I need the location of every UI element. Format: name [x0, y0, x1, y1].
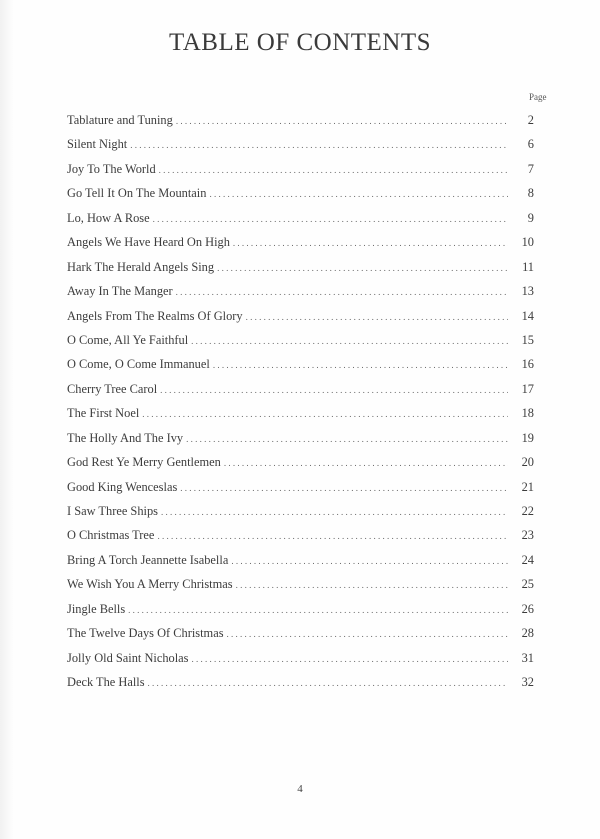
dot-leader	[246, 312, 508, 322]
toc-entry	[67, 406, 534, 430]
toc-entry-title: Cherry Tree Carol	[67, 381, 158, 396]
dot-leader	[161, 507, 508, 517]
toc-entry-page: 31	[521, 650, 534, 665]
toc-entry-page: 7	[527, 161, 534, 176]
toc-entry	[67, 137, 534, 161]
page-number: 4	[297, 783, 303, 795]
toc-entry-title: O Come, O Come Immanuel	[67, 357, 210, 372]
toc-entry	[67, 626, 534, 650]
dot-leader	[213, 360, 508, 370]
toc-entry-title: O Christmas Tree	[67, 528, 155, 543]
toc-entry-page: 9	[527, 210, 534, 225]
toc-entry-title: Hark The Herald Angels Sing	[67, 259, 215, 274]
toc-entry-page: 17	[521, 381, 534, 396]
toc-entry-page: 21	[521, 479, 534, 494]
toc-entry-page: 23	[521, 528, 534, 543]
toc-entry-page: 14	[521, 308, 534, 323]
toc-entry-page: 20	[521, 455, 534, 470]
toc-entry-page: 26	[521, 601, 534, 616]
toc-entry-page: 8	[527, 186, 534, 201]
table-of-contents	[67, 113, 534, 700]
toc-entry	[67, 186, 534, 210]
toc-entry-title: Joy To The World	[67, 161, 156, 176]
dot-leader	[217, 263, 508, 273]
toc-entry-title: Deck The Halls	[67, 675, 145, 690]
toc-entry-title: Angels We Have Heard On High	[67, 235, 230, 250]
toc-entry-title: Tablature and Tuning	[67, 113, 173, 127]
toc-entry-title: Jolly Old Saint Nicholas	[67, 650, 189, 665]
dot-leader	[142, 409, 508, 419]
dot-leader	[224, 458, 508, 468]
toc-entry-title: The Twelve Days Of Christmas	[67, 626, 224, 641]
toc-entry	[67, 333, 534, 357]
toc-entry-page: 22	[521, 504, 534, 518]
toc-entry	[67, 113, 534, 137]
toc-entry-page: 25	[521, 577, 534, 592]
dot-leader	[153, 214, 508, 224]
dot-leader	[209, 189, 508, 199]
toc-entry	[67, 235, 534, 259]
toc-entry	[67, 162, 534, 186]
toc-entry-page: 6	[527, 137, 534, 152]
toc-entry-page: 24	[521, 552, 534, 567]
toc-entry-title: The First Noel	[67, 406, 140, 421]
toc-entry	[67, 431, 534, 455]
dot-leader	[176, 287, 508, 297]
toc-entry-title: Silent Night	[67, 137, 128, 152]
toc-entry	[67, 480, 534, 504]
page-column-header: Page	[529, 92, 547, 102]
page-title: TABLE OF CONTENTS	[168, 29, 432, 56]
toc-entry	[67, 504, 534, 528]
toc-entry-page: 2	[527, 113, 534, 127]
dot-leader	[192, 654, 509, 664]
dot-leader	[160, 385, 508, 395]
toc-entry-title: We Wish You A Merry Christmas	[67, 577, 233, 592]
toc-entry-title: Bring A Torch Jeannette Isabella	[67, 552, 229, 567]
toc-entry	[67, 211, 534, 235]
toc-entry-page: 32	[521, 675, 534, 690]
toc-entry	[67, 309, 534, 333]
toc-entry	[67, 382, 534, 406]
toc-entry-page: 15	[521, 332, 534, 347]
dot-leader	[231, 556, 508, 566]
toc-entry-title: Away In The Manger	[67, 284, 173, 299]
toc-entry	[67, 284, 534, 308]
dot-leader	[130, 140, 508, 150]
toc-entry-page: 10	[521, 235, 534, 250]
toc-entry-title: Good King Wenceslas	[67, 479, 178, 494]
toc-entry-page: 18	[521, 406, 534, 421]
page-edge-shadow	[0, 0, 14, 839]
toc-entry-page: 19	[521, 430, 534, 445]
toc-entry-page: 11	[522, 259, 534, 274]
toc-entry	[67, 577, 534, 601]
dot-leader	[227, 629, 508, 639]
dot-leader	[236, 580, 508, 590]
toc-entry-title: Lo, How A Rose	[67, 210, 150, 225]
dot-leader	[233, 238, 508, 248]
dot-leader	[186, 434, 508, 444]
toc-entry	[67, 260, 534, 284]
toc-entry-title: O Come, All Ye Faithful	[67, 332, 189, 347]
dot-leader	[191, 336, 508, 346]
toc-entry-page: 13	[521, 284, 534, 299]
dot-leader	[128, 605, 508, 615]
toc-entry	[67, 357, 534, 381]
toc-entry	[67, 675, 534, 699]
toc-entry-title: God Rest Ye Merry Gentlemen	[67, 455, 221, 470]
toc-entry-title: Jingle Bells	[67, 601, 126, 616]
dot-leader	[148, 678, 508, 688]
toc-entry	[67, 651, 534, 675]
toc-entry	[67, 602, 534, 626]
dot-leader	[157, 531, 508, 541]
toc-entry-title: The Holly And The Ivy	[67, 430, 184, 445]
toc-entry-page: 16	[521, 357, 534, 372]
toc-entry	[67, 455, 534, 479]
toc-entry-title: Go Tell It On The Mountain	[67, 186, 207, 201]
toc-entry	[67, 553, 534, 577]
toc-entry-title: I Saw Three Ships	[67, 504, 158, 518]
dot-leader	[180, 483, 508, 493]
dot-leader	[159, 165, 508, 175]
dot-leader	[176, 116, 508, 126]
toc-entry	[67, 528, 534, 552]
toc-entry-page: 28	[521, 626, 534, 641]
toc-entry-title: Angels From The Realms Of Glory	[67, 308, 243, 323]
